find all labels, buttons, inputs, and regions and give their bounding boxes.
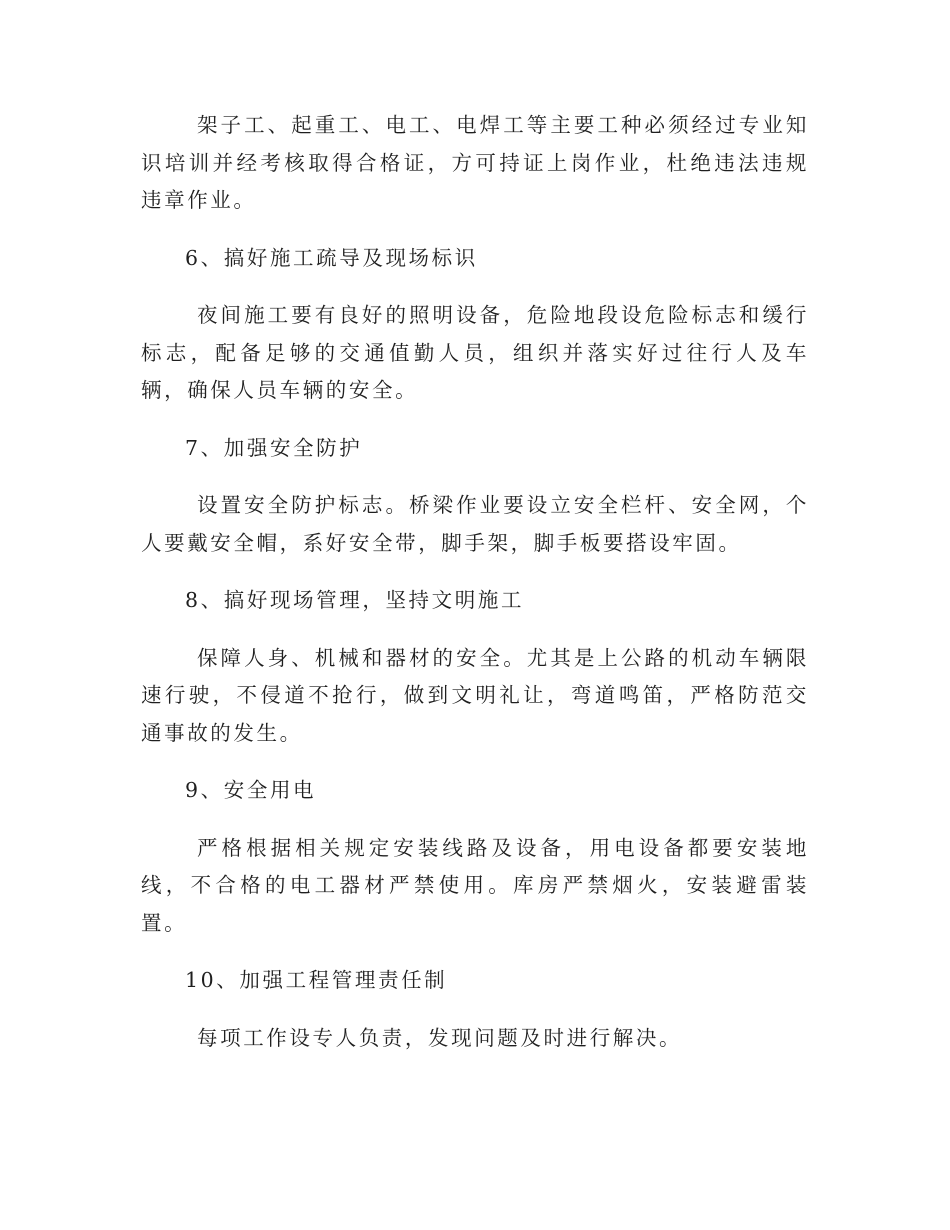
paragraph-traffic-safety: 保障人身、机械和器材的安全。尤其是上公路的机动车辆限速行驶，不侵道不抢行，做到文明礼让，弯道鸣笛，严格防范交通事故的发生。 bbox=[141, 645, 809, 745]
paragraph-certification: 架子工、起重工、电工、电焊工等主要工种必须经过专业知识培训并经考核取得合格证，方可持证上岗作业，杜绝违法违规违章作业。 bbox=[141, 113, 809, 212]
paragraph-responsibility: 每项工作设专人负责，发现问题及时进行解决。 bbox=[197, 1025, 683, 1050]
heading-responsibility-system: 10、加强工程管理责任制 bbox=[185, 968, 448, 992]
heading-safety-protection: 7、加强安全防护 bbox=[185, 435, 363, 460]
heading-electrical-safety: 9、安全用电 bbox=[185, 778, 317, 802]
heading-traffic-guidance: 6、搞好施工疏导及现场标识 bbox=[185, 245, 478, 270]
paragraph-wiring-rules: 严格根据相关规定安装线路及设备，用电设备都要安装地线，不合格的电工器材严禁使用。库房严禁烟火，安装避雷装置。 bbox=[141, 835, 809, 935]
heading-site-management: 8、搞好现场管理，坚持文明施工 bbox=[185, 588, 525, 612]
paragraph-protection-signs: 设置安全防护标志。桥梁作业要设立安全栏杆、安全网，个人要戴安全帽，系好安全带，脚手架，脚手板要搭设牢固。 bbox=[141, 493, 809, 555]
paragraph-night-lighting: 夜间施工要有良好的照明设备，危险地段设危险标志和缓行标志，配备足够的交通值勤人员，组织并落实好过往行人及车辆，确保人员车辆的安全。 bbox=[141, 303, 809, 402]
document-body bbox=[141, 107, 809, 1077]
